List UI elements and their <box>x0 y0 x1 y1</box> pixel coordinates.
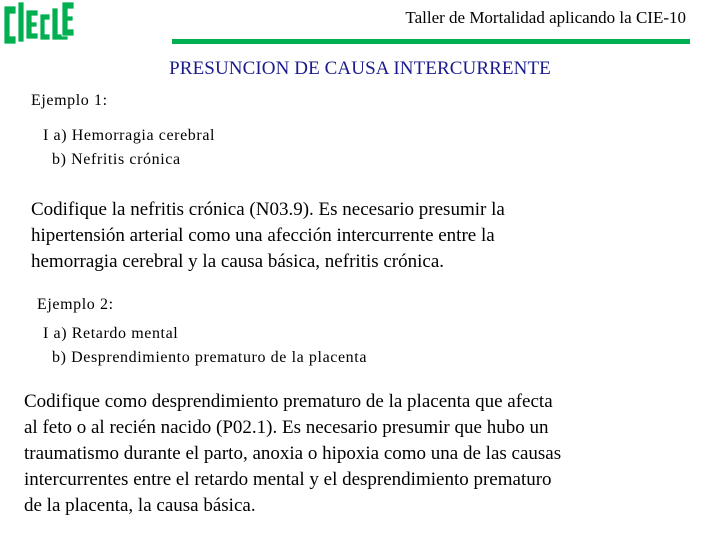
example1-line-b: b) Nefritis crónica <box>52 151 181 168</box>
example2-heading: Ejemplo 2: <box>37 296 114 313</box>
paragraph-line: Codifique como desprendimiento prematuro de la placenta que afecta <box>24 391 553 412</box>
paragraph-line: intercurrentes entre el retardo mental y el desprendimiento prematuro <box>24 469 552 490</box>
header-title: Taller de Mortalidad aplicando la CIE-10 <box>405 8 686 27</box>
paragraph-line: hemorragia cerebral y la causa básica, nefritis crónica. <box>31 251 445 272</box>
example2-paragraph <box>24 389 561 519</box>
slide-title: PRESUNCION DE CAUSA INTERCURRENTE <box>169 58 551 79</box>
example2-line-b: b) Desprendimiento prematuro de la placenta <box>52 349 368 366</box>
paragraph-line: al feto o al recién nacido (P02.1). Es necesario presumir que hubo un <box>24 417 549 438</box>
paragraph-line: traumatismo durante el parto, anoxia o hipoxia como una de las causas <box>24 443 562 464</box>
paragraph-line: Codifique la nefritis crónica (N03.9). Es necesario presumir la <box>31 199 505 220</box>
example1-line-a: I a) Hemorragia cerebral <box>43 127 216 144</box>
example1-paragraph <box>31 197 505 275</box>
example2-line-a: I a) Retardo mental <box>43 325 179 342</box>
example1-heading: Ejemplo 1: <box>31 92 108 109</box>
paragraph-line: hipertensión arterial como una afección intercurrente entre la <box>31 225 495 246</box>
paragraph-line: de la placenta, la causa básica. <box>24 495 256 516</box>
header-rule <box>172 39 690 44</box>
